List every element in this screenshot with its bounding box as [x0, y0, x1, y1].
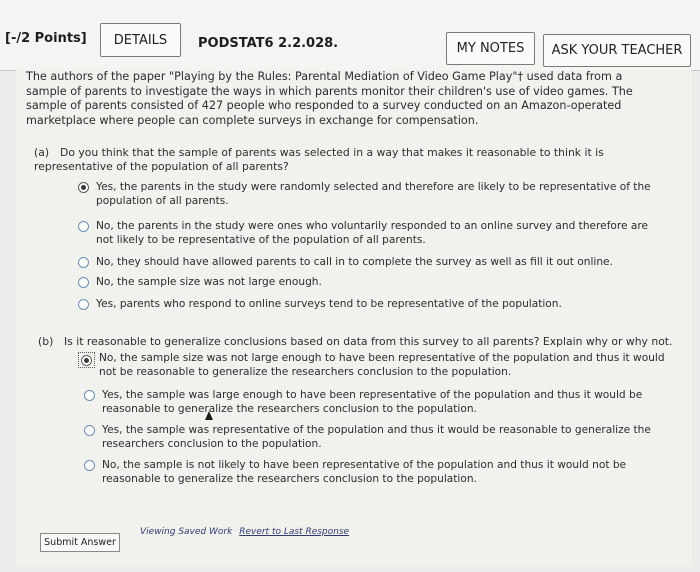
- ask-teacher-button[interactable]: ASK YOUR TEACHER: [543, 34, 691, 67]
- part-a-option-5[interactable]: [78, 298, 668, 312]
- part-b-option-4[interactable]: [84, 459, 674, 486]
- part-b-text: Is it reasonable to generalize conclusions based on data from this survey to all parents? Explain why or why not.: [64, 335, 673, 348]
- part-b-option-1[interactable]: [78, 352, 673, 379]
- my-notes-button[interactable]: MY NOTES: [446, 32, 535, 65]
- radio-icon[interactable]: [78, 257, 89, 268]
- radio-icon[interactable]: [84, 425, 95, 436]
- radio-icon[interactable]: [84, 460, 95, 471]
- points-label: [-/2 Points]: [5, 31, 87, 46]
- viewing-saved-label: Viewing Saved Work: [140, 527, 233, 537]
- option-label: No, the sample is not likely to have been representative of the population and thus it would not be reasonable to generalize the researchers conclusion to the population.: [102, 459, 627, 485]
- radio-icon[interactable]: [78, 299, 89, 310]
- mouse-cursor-icon: [205, 411, 213, 420]
- details-button[interactable]: DETAILS: [100, 23, 181, 57]
- part-a-text: Do you think that the sample of parents was selected in a way that makes it reasonable to think it is representative of the population of all parents?: [34, 146, 604, 173]
- radio-selected-icon[interactable]: [81, 355, 92, 366]
- part-a-question: [34, 146, 674, 174]
- radio-icon[interactable]: [78, 277, 89, 288]
- part-a-option-3[interactable]: [78, 256, 668, 270]
- submit-answer-button[interactable]: Submit Answer: [40, 533, 120, 552]
- part-a-option-2[interactable]: [78, 220, 668, 247]
- option-label: Yes, the parents in the study were randomly selected and therefore are likely to be representative of the population of all parents.: [96, 181, 651, 207]
- radio-icon[interactable]: [78, 221, 89, 232]
- question-header: [0, 0, 700, 71]
- part-a-letter: (a): [34, 146, 50, 159]
- option-label: Yes, the sample was representative of the population and thus it would be reasonable to generalize the researchers conclusion to the population.: [102, 424, 651, 450]
- option-label: No, they should have allowed parents to call in to complete the survey as well as fill it out online.: [96, 256, 613, 268]
- radio-selected-icon[interactable]: [78, 182, 89, 193]
- part-b-letter: (b): [38, 335, 54, 348]
- part-a-option-1[interactable]: [78, 181, 658, 208]
- part-a-option-4[interactable]: [78, 276, 668, 290]
- part-b-option-3[interactable]: [84, 424, 664, 451]
- revert-link[interactable]: Revert to Last Response: [239, 527, 350, 537]
- intro-paragraph: The authors of the paper "Playing by the Rules: Parental Mediation of Video Game Play"† used data from a sample of parents to investigate the ways in which parents monitor their children's use of video games. The sample of parents consisted of 427 people who responded to a survey conducted on an Amazon-operated marketplace where people can complete surveys in exchange for compensation.: [26, 70, 633, 127]
- radio-icon[interactable]: [84, 390, 95, 401]
- part-b-question: [38, 335, 678, 349]
- option-label: Yes, the sample was large enough to have been representative of the population and thus it would be reasonable to generalize the researchers conclusion to the population.: [102, 389, 643, 415]
- option-label: No, the sample size was not large enough to have been representative of the population and thus it would not be reasonable to generalize the researchers conclusion to the population.: [99, 352, 665, 378]
- question-body: [16, 70, 692, 566]
- focus-outline[interactable]: [78, 352, 95, 368]
- option-label: Yes, parents who respond to online surveys tend to be representative of the population.: [96, 298, 562, 310]
- option-label: No, the sample size was not large enough.: [96, 276, 322, 288]
- saved-work-links: [140, 527, 349, 537]
- problem-code: PODSTAT6 2.2.028.: [198, 36, 339, 51]
- part-b-option-2[interactable]: [84, 389, 664, 416]
- option-label: No, the parents in the study were ones who voluntarily responded to an online survey and therefore are not likely to be representative of the population of all parents.: [96, 220, 649, 246]
